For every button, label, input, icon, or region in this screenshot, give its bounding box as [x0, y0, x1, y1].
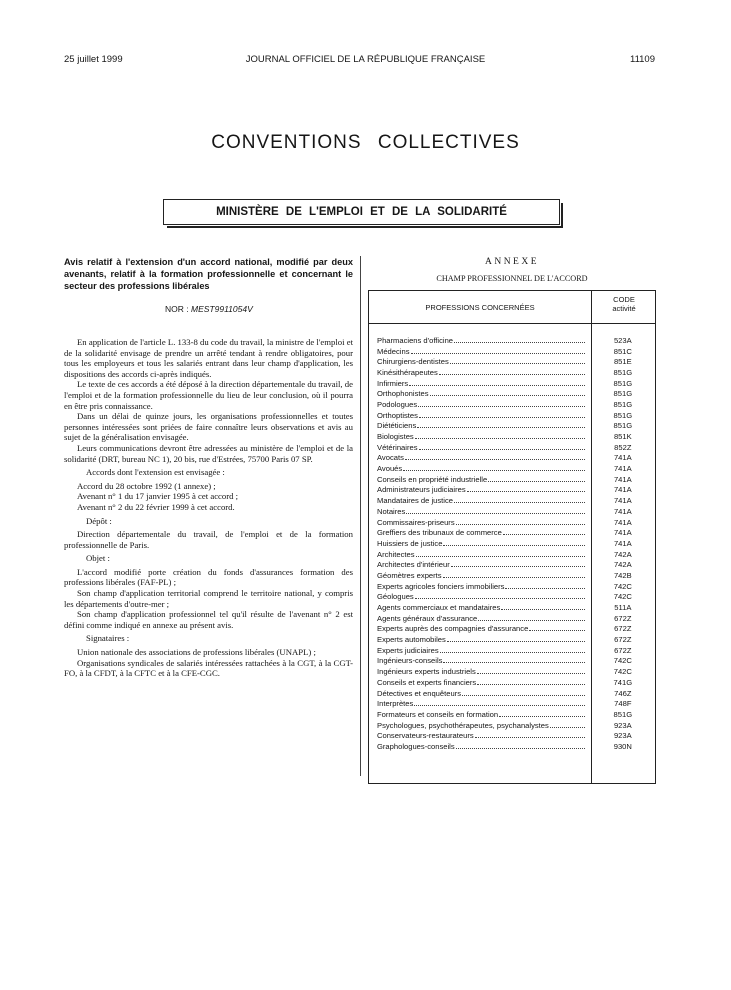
activity-code-cell: 672Z [614, 635, 632, 645]
profession-cell [369, 571, 587, 580]
profession-cell [369, 656, 587, 665]
dot-leader [443, 571, 585, 578]
objet-item: Son champ d'application professionnel tel qu'il résulte de l'avenant n° 2 est défini comme indiqué en annexe au présent avis. [64, 609, 353, 630]
profession-cell [369, 582, 587, 591]
activity-code-cell: 851G [613, 378, 633, 388]
profession-name: Podologues [377, 399, 418, 409]
table-row [369, 495, 655, 506]
profession-name: Formateurs et conseils en formation [377, 709, 499, 719]
dot-leader [488, 475, 584, 482]
profession-name: Géomètres experts [377, 570, 442, 580]
profession-cell [369, 699, 587, 708]
profession-name: Détectives et enquêteurs [377, 688, 462, 698]
accords-heading: Accords dont l'extension est envisagée : [86, 467, 225, 478]
dot-leader [454, 496, 585, 503]
dot-leader [503, 528, 585, 535]
dot-leader [406, 507, 584, 514]
table-row [369, 656, 655, 667]
paragraph-depot-texte: Le texte de ces accords a été déposé à la direction départementale du travail, de l'emploi et de la formation professionnelle du lieu de leur conclusion, où il pourra en être pris connaissance. [64, 379, 353, 411]
profession-cell [369, 379, 587, 388]
profession-name: Architectes [377, 549, 415, 559]
table-row [369, 698, 655, 709]
profession-name: Orthophonistes [377, 389, 429, 399]
activity-code-cell: 741A [613, 474, 632, 484]
table-row [369, 335, 655, 346]
accord-item: Avenant n° 1 du 17 janvier 1995 à cet accord ; [77, 491, 239, 502]
table-row [369, 388, 655, 399]
annexe-subtitle: CHAMP PROFESSIONNEL DE L'ACCORD [436, 274, 588, 283]
activity-code-cell: 851G [613, 399, 633, 409]
activity-code-cell: 930N [613, 741, 632, 751]
activity-code-cell: 851G [613, 389, 633, 399]
profession-cell [369, 347, 587, 356]
profession-cell [369, 550, 587, 559]
activity-code-cell: 672Z [614, 624, 632, 634]
table-row [369, 538, 655, 549]
profession-cell [369, 742, 587, 751]
profession-cell [369, 368, 587, 377]
profession-name: Géologues [377, 592, 414, 602]
table-row [369, 624, 655, 635]
accord-item: Accord du 28 octobre 1992 (1 annexe) ; [77, 480, 216, 491]
dot-leader [430, 389, 585, 396]
table-row [369, 474, 655, 485]
activity-code-cell: 851G [613, 421, 633, 431]
activity-code-cell: 741A [613, 528, 632, 538]
profession-name: Diététiciens [377, 421, 417, 431]
table-row [369, 421, 655, 432]
dot-leader [443, 656, 584, 663]
table-row [369, 431, 655, 442]
dot-leader [409, 379, 584, 386]
profession-cell [369, 389, 587, 398]
table-row [369, 517, 655, 528]
activity-code-cell: 741A [613, 464, 632, 474]
table-row [369, 613, 655, 624]
profession-name: Experts agricoles fonciers immobiliers [377, 581, 505, 591]
dot-leader [505, 582, 584, 589]
profession-name: Greffiers des tribunaux de commerce [377, 528, 502, 538]
activity-code-cell: 742C [613, 656, 632, 666]
ministry-box [163, 199, 560, 225]
activity-code-cell: 741G [613, 677, 633, 687]
dot-leader [456, 518, 585, 525]
table-row [369, 442, 655, 453]
nor-reference [165, 304, 253, 314]
table-row [369, 453, 655, 464]
signataire-item: Union nationale des associations de professions libérales (UNAPL) ; [77, 647, 316, 658]
dot-leader [440, 646, 585, 653]
profession-cell [369, 507, 587, 516]
column-header-code [592, 296, 656, 313]
dot-leader [467, 485, 585, 492]
profession-cell [369, 667, 587, 676]
profession-name: Administrateurs judiciaires [377, 485, 466, 495]
column-divider [360, 256, 361, 776]
profession-name: Chirurgiens-dentistes [377, 357, 449, 367]
profession-name: Notaires [377, 506, 406, 516]
ministry-name: MINISTÈRE DE L'EMPLOI ET DE LA SOLIDARITÉ [216, 206, 507, 218]
profession-name: Vétérinaires [377, 442, 418, 452]
activity-code-cell: 851G [613, 367, 633, 377]
dot-leader [443, 539, 584, 546]
objet-heading: Objet : [86, 553, 110, 564]
activity-code-cell: 923A [613, 720, 632, 730]
dot-leader [414, 699, 584, 706]
dot-leader [419, 411, 585, 418]
profession-cell [369, 646, 587, 655]
header-page-number: 11109 [629, 54, 655, 65]
dot-leader [416, 550, 585, 557]
dot-leader [462, 689, 585, 696]
dot-leader [419, 443, 585, 450]
activity-code-cell: 923A [613, 731, 632, 741]
table-body [369, 335, 655, 752]
profession-name: Experts judiciaires [377, 645, 439, 655]
profession-cell [369, 421, 587, 430]
table-header [369, 291, 655, 324]
profession-name: Ingénieurs-conseils [377, 656, 443, 666]
profession-cell [369, 624, 587, 633]
profession-cell [369, 592, 587, 601]
table-row [369, 720, 655, 731]
paragraph-application: En application de l'article L. 133-8 du code du travail, la ministre de l'emploi et de la solidarité envisage de prendre un arrêté tendant à rendre obligatoires, pour tous les employeurs et tous les salariés entrant dans leur champ d'application, les dispositions des accords ci-après indiqués. [64, 337, 353, 379]
activity-code-cell: 851G [613, 410, 633, 420]
activity-code-cell: 742A [613, 549, 632, 559]
profession-name: Commissaires-priseurs [377, 517, 455, 527]
dot-leader [415, 432, 585, 439]
table-row [369, 634, 655, 645]
profession-name: Experts auprès des compagnies d'assurance [377, 624, 529, 634]
profession-cell [369, 539, 587, 548]
table-row [369, 559, 655, 570]
activity-code-cell: 851C [613, 346, 632, 356]
activity-code-cell: 672Z [614, 613, 632, 623]
accord-item: Avenant n° 2 du 22 février 1999 à cet accord. [77, 501, 235, 512]
activity-code-cell: 511A [614, 603, 632, 613]
table-row [369, 527, 655, 538]
professions-table [368, 290, 656, 784]
dot-leader [456, 742, 585, 749]
profession-cell [369, 560, 587, 569]
activity-code-cell: 741A [613, 538, 632, 548]
column-header-professions: PROFESSIONS CONCERNÉES [369, 291, 592, 323]
paragraph-delai: Dans un délai de quinze jours, les organisations professionnelles et toutes personnes intéressées sont priées de faire connaître leurs observations et avis au sujet de la généralisation envisagée. [64, 411, 353, 443]
activity-code-cell: 741A [613, 506, 632, 516]
table-row [369, 709, 655, 720]
activity-code-cell: 742C [613, 592, 632, 602]
profession-name: Psychologues, psychothérapeutes, psychanalystes [377, 720, 549, 730]
dot-leader [405, 453, 585, 460]
profession-cell [369, 336, 587, 345]
profession-name: Interprètes [377, 699, 414, 709]
objet-item: Son champ d'application territorial comprend le territoire national, y compris les départements d'outre-mer ; [64, 588, 353, 609]
signataires-heading: Signataires : [86, 633, 130, 644]
dot-leader [499, 710, 585, 717]
nor-label: NOR : [165, 304, 189, 314]
dot-leader [403, 464, 584, 471]
nor-value: MEST9911054V [191, 304, 253, 314]
depot-heading: Dépôt : [86, 515, 112, 526]
activity-code-cell: 742B [613, 570, 632, 580]
dot-leader [450, 357, 585, 364]
profession-name: Avocats [377, 453, 404, 463]
activity-code-cell: 672Z [614, 645, 632, 655]
activity-code-cell: 741A [613, 517, 632, 527]
profession-cell [369, 400, 587, 409]
dot-leader [529, 624, 584, 631]
activity-code-cell: 852Z [614, 442, 632, 452]
dot-leader [418, 400, 585, 407]
profession-name: Agents commerciaux et mandataires [377, 603, 501, 613]
profession-name: Ingénieurs experts industriels [377, 667, 476, 677]
profession-name: Mandataires de justice [377, 496, 453, 506]
header-journal-title: JOURNAL OFFICIEL DE LA RÉPUBLIQUE FRANÇAISE [245, 54, 486, 65]
profession-cell [369, 721, 587, 730]
profession-cell [369, 710, 587, 719]
activity-code-cell: 748F [614, 699, 632, 709]
profession-cell [369, 731, 587, 740]
table-row [369, 346, 655, 357]
table-row [369, 410, 655, 421]
profession-cell [369, 678, 587, 687]
profession-name: Médecins [377, 346, 410, 356]
dot-leader [477, 667, 585, 674]
dot-leader [447, 635, 585, 642]
profession-name: Huissiers de justice [377, 538, 443, 548]
table-row [369, 506, 655, 517]
profession-cell [369, 635, 587, 644]
depot-text: Direction départementale du travail, de l'emploi et de la formation professionnelle de Paris. [64, 529, 353, 550]
table-row [369, 485, 655, 496]
table-row [369, 378, 655, 389]
paragraph-communications: Leurs communications devront être adressées au ministère de l'emploi et de la solidarité (DRT, bureau NC 1), 20 bis, rue d'Estrées, 75700 Paris 07 SP. [64, 442, 353, 464]
avis-title: Avis relatif à l'extension d'un accord national, modifié par deux avenants, relatif à la formation professionnelle et concernant le secteur des professions libérales [64, 257, 353, 291]
activity-code-cell: 851K [613, 432, 632, 442]
profession-cell [369, 453, 587, 462]
table-row [369, 666, 655, 677]
profession-cell [369, 528, 587, 537]
table-row [369, 592, 655, 603]
dot-leader [454, 336, 585, 343]
profession-cell [369, 357, 587, 366]
profession-cell [369, 432, 587, 441]
table-row [369, 549, 655, 560]
profession-cell [369, 464, 587, 473]
profession-name: Biologistes [377, 432, 414, 442]
dot-leader [415, 592, 585, 599]
table-row [369, 602, 655, 613]
section-title: CONVENTIONS COLLECTIVES [211, 132, 520, 153]
table-row [369, 570, 655, 581]
profession-name: Infirmiers [377, 378, 409, 388]
header-date: 25 juillet 1999 [64, 54, 123, 65]
dot-leader [477, 678, 584, 685]
table-row [369, 367, 655, 378]
profession-cell [369, 475, 587, 484]
profession-cell [369, 496, 587, 505]
profession-name: Architectes d'intérieur [377, 560, 450, 570]
table-row [369, 677, 655, 688]
activity-code-cell: 742A [613, 560, 632, 570]
profession-cell [369, 614, 587, 623]
profession-name: Experts automobiles [377, 635, 446, 645]
dot-leader [439, 368, 585, 375]
profession-name: Agents généraux d'assurance [377, 613, 478, 623]
activity-code-cell: 742C [613, 581, 632, 591]
table-row [369, 581, 655, 592]
profession-name: Pharmaciens d'officine [377, 335, 454, 345]
dot-leader [451, 560, 585, 567]
profession-cell [369, 603, 587, 612]
dot-leader [417, 421, 584, 428]
activity-code-cell: 742C [613, 667, 632, 677]
dot-leader [411, 347, 585, 354]
table-row [369, 741, 655, 752]
signataire-item: Organisations syndicales de salariés intéressées rattachées à la CGT, à la CGT-FO, à la CFDT, à la CFTC et à la CFE-CGC. [64, 657, 353, 679]
activity-code-cell: 523A [613, 335, 632, 345]
profession-name: Orthoptistes [377, 410, 418, 420]
annexe-title: ANNEXE [484, 257, 540, 267]
table-row [369, 463, 655, 474]
table-row [369, 688, 655, 699]
avis-body [64, 337, 353, 679]
activity-code-cell: 741A [613, 496, 632, 506]
activity-code-cell: 851E [613, 357, 632, 367]
activity-code-cell: 746Z [614, 688, 632, 698]
profession-name: Conseils et experts financiers [377, 677, 477, 687]
table-row [369, 645, 655, 656]
profession-cell [369, 443, 587, 452]
code-header-line1: CODE [613, 295, 635, 304]
profession-cell [369, 485, 587, 494]
dot-leader [478, 614, 584, 621]
objet-item: L'accord modifié porte création du fonds d'assurances formation des professions libérales (FAF-PL) ; [64, 566, 353, 588]
profession-cell [369, 411, 587, 420]
profession-cell [369, 689, 587, 698]
activity-code-cell: 741A [613, 453, 632, 463]
profession-name: Conseils en propriété industrielle [377, 474, 488, 484]
profession-name: Avoués [377, 464, 403, 474]
profession-name: Kinésithérapeutes [377, 367, 438, 377]
dot-leader [475, 731, 585, 738]
profession-name: Conservateurs-restaurateurs [377, 731, 474, 741]
activity-code-cell: 741A [613, 485, 632, 495]
table-row [369, 356, 655, 367]
activity-code-cell: 851G [613, 709, 633, 719]
code-header-line2: activité [612, 303, 636, 313]
table-row [369, 399, 655, 410]
table-row [369, 730, 655, 741]
dot-leader [501, 603, 584, 610]
dot-leader [550, 721, 585, 728]
profession-name: Graphologues-conseils [377, 741, 455, 751]
profession-cell [369, 518, 587, 527]
